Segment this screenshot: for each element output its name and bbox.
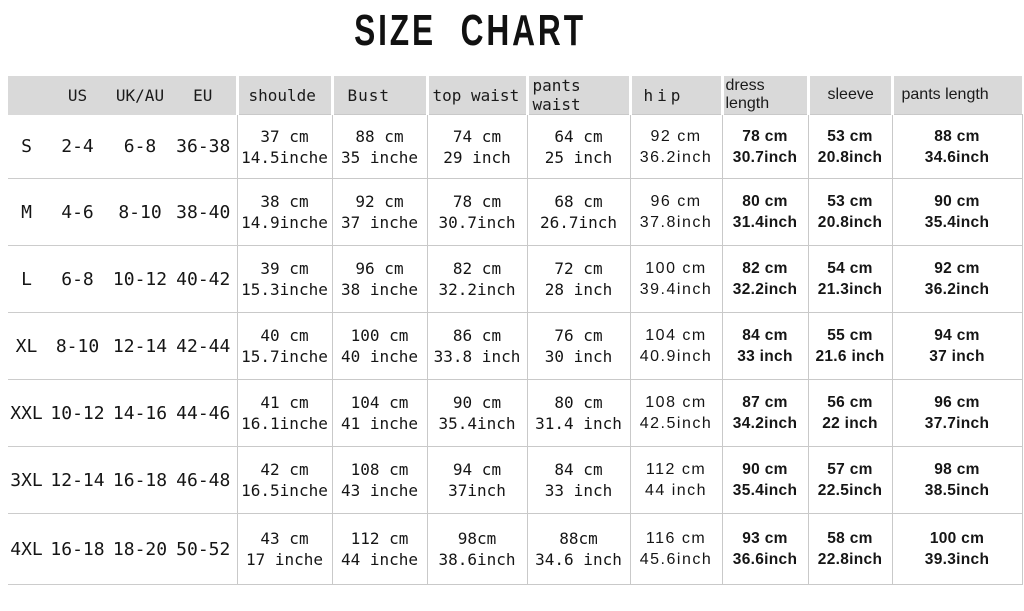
measurement-line: 14.9inche	[241, 213, 328, 232]
measurement-line: 58 cm	[827, 530, 873, 547]
measurement-line: 42 cm	[260, 460, 309, 479]
measurement-line: 87 cm	[742, 394, 788, 411]
measurement-line: 39.3inch	[924, 551, 990, 568]
table-body	[8, 115, 1022, 585]
cell-ukau: 14-16	[110, 380, 170, 447]
cell-us: 10-12	[45, 380, 110, 447]
measurement-line: 34.2inch	[732, 415, 798, 432]
col-header-pants_waist: pants waist	[527, 76, 630, 115]
measurement-line: 33 inch	[544, 481, 613, 500]
measurement-line: 112 cm	[350, 529, 409, 548]
col-header-pants_length: pants length	[892, 76, 1022, 115]
table-row-s	[8, 115, 1022, 179]
measurement-line: 57 cm	[827, 461, 873, 478]
measurement-line: 43 cm	[260, 529, 309, 548]
measurement-line: 30.7inch	[732, 148, 798, 166]
measurement-line: 98 cm	[934, 461, 980, 478]
cell-hip	[630, 179, 722, 246]
cell-top_waist	[427, 514, 527, 585]
cell-top_waist	[427, 179, 527, 246]
measurement-line: 93 cm	[742, 530, 788, 547]
cell-size: L	[8, 246, 45, 313]
col-header-ukau: UK/AU	[110, 76, 170, 115]
cell-eu: 40-42	[170, 246, 237, 313]
cell-sleeve	[808, 514, 892, 585]
cell-size: XL	[8, 313, 45, 380]
measurement-line: 43 inche	[340, 481, 419, 500]
measurement-line: 92 cm	[355, 192, 404, 211]
measurement-line: 35.4inch	[732, 482, 798, 499]
measurement-line: 34.6inch	[924, 148, 990, 166]
cell-pants_waist	[527, 179, 630, 246]
col-header-shoulder: shoulde	[237, 76, 332, 115]
measurement-line: 82 cm	[452, 259, 502, 278]
measurement-line: 37.7inch	[924, 415, 990, 432]
cell-us: 12-14	[45, 447, 110, 514]
measurement-line: 88 cm	[934, 127, 980, 145]
cell-pants_waist	[527, 115, 630, 179]
measurement-line: 56 cm	[827, 394, 873, 411]
cell-pants_length	[892, 313, 1022, 380]
measurement-line: 35.4inch	[438, 414, 516, 433]
measurement-line: 21.6 inch	[815, 348, 885, 365]
measurement-line: 112 cm	[645, 461, 707, 478]
measurement-line: 22.8inch	[817, 551, 883, 568]
measurement-line: 88 cm	[355, 126, 404, 146]
cell-us: 6-8	[45, 246, 110, 313]
cell-eu: 38-40	[170, 179, 237, 246]
cell-pants_waist	[527, 380, 630, 447]
measurement-line: 28 inch	[544, 280, 613, 299]
cell-bust	[332, 514, 427, 585]
cell-dress_length	[722, 179, 808, 246]
measurement-line: 33.8 inch	[433, 347, 521, 366]
cell-sleeve	[808, 447, 892, 514]
cell-size: S	[8, 115, 45, 179]
col-header-us: US	[45, 76, 110, 115]
measurement-line: 37.8inch	[639, 214, 713, 231]
cell-sleeve	[808, 246, 892, 313]
measurement-line: 55 cm	[827, 327, 873, 344]
cell-pants_length	[892, 246, 1022, 313]
cell-eu: 46-48	[170, 447, 237, 514]
col-header-hip: hip	[630, 76, 722, 115]
col-header-size	[8, 76, 45, 115]
cell-shoulder	[237, 514, 332, 585]
measurement-line: 94 cm	[452, 460, 502, 479]
measurement-line: 17 inche	[245, 550, 324, 569]
measurement-line: 76 cm	[554, 326, 603, 345]
measurement-line: 31.4 inch	[535, 414, 622, 433]
measurement-line: 53 cm	[827, 193, 873, 210]
measurement-line: 104 cm	[350, 393, 409, 412]
cell-hip	[630, 313, 722, 380]
measurement-line: 96 cm	[355, 259, 404, 278]
cell-dress_length	[722, 380, 808, 447]
cell-bust	[332, 115, 427, 179]
measurement-line: 40 cm	[260, 326, 309, 345]
measurement-line: 88cm	[559, 529, 598, 548]
measurement-line: 22.5inch	[817, 482, 883, 499]
measurement-line: 108 cm	[350, 460, 409, 479]
measurement-line: 22 inch	[822, 415, 878, 432]
cell-ukau: 6-8	[110, 115, 170, 179]
measurement-line: 14.5inche	[241, 147, 328, 167]
measurement-line: 92 cm	[650, 127, 702, 145]
cell-size: XXL	[8, 380, 45, 447]
measurement-line: 90 cm	[452, 393, 502, 412]
cell-size: M	[8, 179, 45, 246]
cell-pants_length	[892, 115, 1022, 179]
table-row-xl	[8, 313, 1022, 380]
measurement-line: 41 cm	[260, 393, 309, 412]
cell-us: 4-6	[45, 179, 110, 246]
measurement-line: 100 cm	[929, 530, 985, 547]
measurement-line: 30.7inch	[438, 213, 516, 232]
cell-shoulder	[237, 380, 332, 447]
measurement-line: 108 cm	[645, 394, 707, 411]
cell-bust	[332, 380, 427, 447]
measurement-line: 35 inche	[340, 147, 419, 167]
cell-ukau: 16-18	[110, 447, 170, 514]
cell-dress_length	[722, 115, 808, 179]
measurement-line: 40.9inch	[639, 348, 713, 365]
measurement-line: 32.2inch	[438, 280, 516, 299]
measurement-line: 36.6inch	[732, 551, 798, 568]
measurement-line: 68 cm	[554, 192, 603, 211]
measurement-line: 80 cm	[742, 193, 788, 210]
cell-pants_length	[892, 514, 1022, 585]
col-header-eu: EU	[170, 76, 237, 115]
cell-ukau: 18-20	[110, 514, 170, 585]
measurement-line: 86 cm	[452, 326, 502, 345]
measurement-line: 96 cm	[650, 193, 702, 210]
cell-dress_length	[722, 514, 808, 585]
cell-eu: 42-44	[170, 313, 237, 380]
col-header-bust: Bust	[332, 76, 427, 115]
cell-sleeve	[808, 380, 892, 447]
measurement-line: 30 inch	[544, 347, 613, 366]
measurement-line: 72 cm	[554, 259, 603, 278]
measurement-line: 38 inche	[340, 280, 419, 299]
cell-hip	[630, 514, 722, 585]
measurement-line: 96 cm	[934, 394, 980, 411]
table-row-4xl	[8, 514, 1022, 585]
cell-hip	[630, 246, 722, 313]
cell-pants_waist	[527, 246, 630, 313]
cell-ukau: 8-10	[110, 179, 170, 246]
size-chart-table	[8, 76, 1023, 585]
measurement-line: 100 cm	[645, 260, 707, 277]
page-title: SIZE CHART	[354, 6, 586, 55]
measurement-line: 35.4inch	[924, 214, 990, 231]
cell-sleeve	[808, 179, 892, 246]
measurement-line: 104 cm	[645, 327, 707, 344]
cell-top_waist	[427, 246, 527, 313]
cell-pants_length	[892, 447, 1022, 514]
measurement-line: 100 cm	[350, 326, 409, 345]
measurement-line: 20.8inch	[817, 214, 883, 231]
measurement-line: 26.7inch	[539, 213, 618, 232]
cell-pants_waist	[527, 514, 630, 585]
measurement-line: 74 cm	[452, 126, 502, 146]
measurement-line: 31.4inch	[732, 214, 798, 231]
cell-us: 2-4	[45, 115, 110, 179]
cell-bust	[332, 313, 427, 380]
measurement-line: 82 cm	[742, 260, 788, 277]
measurement-line: 33 inch	[737, 348, 793, 365]
measurement-line: 39.4inch	[639, 281, 713, 298]
measurement-line: 32.2inch	[732, 281, 798, 298]
cell-sleeve	[808, 115, 892, 179]
measurement-line: 38.5inch	[924, 482, 990, 499]
measurement-line: 90 cm	[934, 193, 980, 210]
measurement-line: 25 inch	[544, 147, 613, 167]
measurement-line: 37inch	[448, 481, 506, 500]
cell-bust	[332, 447, 427, 514]
col-header-sleeve: sleeve	[808, 76, 892, 115]
cell-ukau: 12-14	[110, 313, 170, 380]
measurement-line: 36.2inch	[639, 148, 713, 166]
measurement-line: 16.1inche	[241, 414, 328, 433]
measurement-line: 40 inche	[340, 347, 419, 366]
col-header-top_waist: top waist	[427, 76, 527, 115]
measurement-line: 64 cm	[554, 126, 603, 146]
measurement-line: 38 cm	[260, 192, 309, 211]
cell-shoulder	[237, 447, 332, 514]
measurement-line: 42.5inch	[639, 415, 713, 432]
cell-size: 3XL	[8, 447, 45, 514]
cell-top_waist	[427, 380, 527, 447]
table-row-l	[8, 246, 1022, 313]
cell-eu: 50-52	[170, 514, 237, 585]
measurement-line: 44 inche	[340, 550, 419, 569]
cell-hip	[630, 380, 722, 447]
cell-hip	[630, 447, 722, 514]
measurement-line: 29 inch	[443, 147, 511, 167]
cell-pants_length	[892, 179, 1022, 246]
measurement-line: 80 cm	[554, 393, 603, 412]
measurement-line: 38.6inch	[438, 550, 516, 569]
measurement-line: 94 cm	[934, 327, 980, 344]
measurement-line: 36.2inch	[924, 281, 990, 298]
cell-dress_length	[722, 246, 808, 313]
measurement-line: 15.3inche	[241, 280, 328, 299]
measurement-line: 20.8inch	[817, 148, 883, 166]
cell-hip	[630, 115, 722, 179]
measurement-line: 78 cm	[452, 192, 502, 211]
measurement-line: 15.7inche	[241, 347, 328, 366]
cell-bust	[332, 246, 427, 313]
cell-top_waist	[427, 447, 527, 514]
measurement-line: 45.6inch	[639, 551, 713, 568]
cell-shoulder	[237, 115, 332, 179]
measurement-line: 78 cm	[742, 127, 788, 145]
measurement-line: 37 inche	[340, 213, 419, 232]
cell-us: 16-18	[45, 514, 110, 585]
measurement-line: 53 cm	[827, 127, 873, 145]
measurement-line: 84 cm	[554, 460, 603, 479]
cell-us: 8-10	[45, 313, 110, 380]
cell-ukau: 10-12	[110, 246, 170, 313]
measurement-line: 34.6 inch	[535, 550, 622, 569]
measurement-line: 90 cm	[742, 461, 788, 478]
table-row-3xl	[8, 447, 1022, 514]
measurement-line: 21.3inch	[817, 281, 883, 298]
measurement-line: 37 cm	[260, 126, 309, 146]
header-row	[8, 76, 1022, 115]
measurement-line: 37 inch	[929, 348, 985, 365]
cell-shoulder	[237, 179, 332, 246]
measurement-line: 84 cm	[742, 327, 788, 344]
measurement-line: 98cm	[457, 529, 497, 548]
cell-dress_length	[722, 313, 808, 380]
measurement-line: 116 cm	[645, 530, 707, 547]
cell-bust	[332, 179, 427, 246]
measurement-line: 39 cm	[260, 259, 309, 278]
cell-shoulder	[237, 313, 332, 380]
cell-shoulder	[237, 246, 332, 313]
cell-size: 4XL	[8, 514, 45, 585]
cell-pants_waist	[527, 447, 630, 514]
col-header-dress_length: dress length	[722, 76, 808, 115]
cell-top_waist	[427, 115, 527, 179]
cell-pants_waist	[527, 313, 630, 380]
measurement-line: 92 cm	[934, 260, 980, 277]
cell-eu: 44-46	[170, 380, 237, 447]
measurement-line: 16.5inche	[241, 481, 328, 500]
cell-eu: 36-38	[170, 115, 237, 179]
measurement-line: 54 cm	[827, 260, 873, 277]
cell-pants_length	[892, 380, 1022, 447]
cell-sleeve	[808, 313, 892, 380]
measurement-line: 41 inche	[340, 414, 419, 433]
cell-top_waist	[427, 313, 527, 380]
measurement-line: 44 inch	[644, 482, 708, 499]
table-row-m	[8, 179, 1022, 246]
cell-dress_length	[722, 447, 808, 514]
table-row-xxl	[8, 380, 1022, 447]
